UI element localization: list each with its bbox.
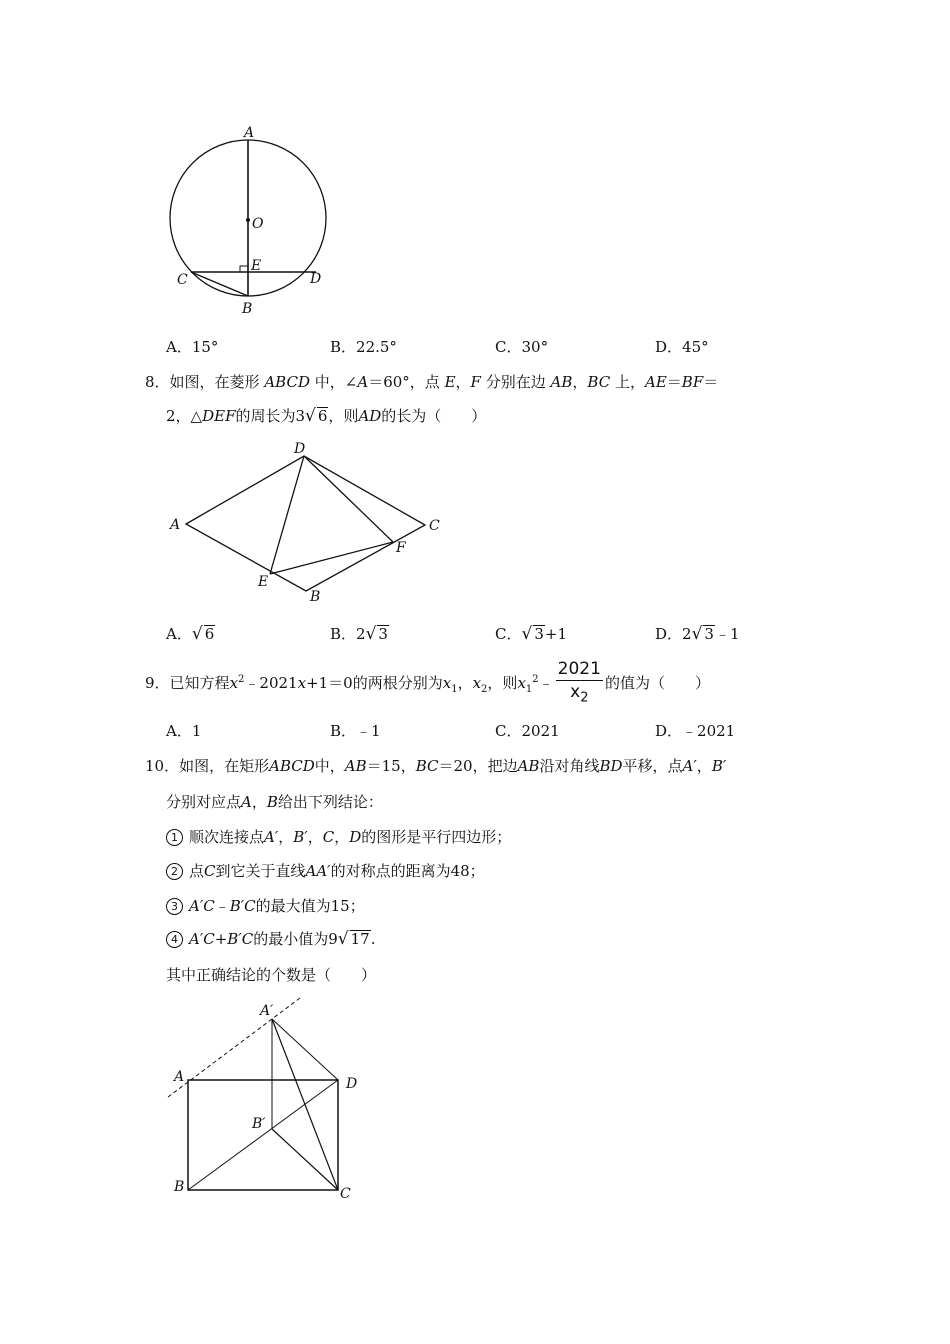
q7-label-e: E [251,258,262,274]
q8-label-e: E [258,574,269,590]
q10-stem-line1: 10．如图，在矩形ABCD中，AB＝15，BC＝20，把边AB沿对角线BD平移，点A′，B′ [145,757,727,775]
q9-option-a[interactable]: A．1 [166,722,202,740]
q9-option-b[interactable]: B．﹣1 [330,722,381,740]
q8-label-a: A [170,517,181,533]
q7-option-d[interactable]: D．45° [655,338,709,356]
q10-label-bp: B′ [252,1116,266,1132]
q7-label-o: O [252,216,264,232]
q10-label-ap: A′ [260,1003,274,1019]
q8-segment-de [270,456,304,574]
q7-center-dot [246,218,250,222]
q7-option-c[interactable]: C．30° [495,338,549,356]
q10-stem-line2: 分别对应点A，B给出下列结论： [166,793,383,811]
q10-label-a: A [174,1069,185,1085]
q7-circle-figure [160,120,340,320]
q8-option-c[interactable]: C．√ 3+1 [495,624,567,644]
q10-conclusion-3: 3 A′C﹣B′C的最大值为15； [166,895,365,916]
q7-right-angle-mark [240,266,248,272]
q8-label-c: C [429,518,440,534]
q10-conclusion-1: 1 顺次连接点A′，B′，C，D的图形是平行四边形； [166,826,511,847]
q7-segment-cb [191,272,248,296]
q10-question: 其中正确结论的个数是（ ） [166,966,377,984]
q7-option-a[interactable]: A．15° [166,338,219,356]
q10-rectangle-figure [160,995,380,1205]
q8-label-d: D [294,441,306,457]
q8-rhombus-figure [160,438,460,608]
q8-option-b[interactable]: B．2√ 3 [330,624,388,644]
q7-label-c: C [177,272,188,288]
q8-option-d[interactable]: D．2√ 3﹣1 [655,624,740,644]
q9-option-d[interactable]: D．﹣2021 [655,722,736,740]
q10-diagonal-bd [188,1080,338,1190]
q8-stem-line1: 8．如图，在菱形 ABCD 中，∠A＝60°，点 E，F 分别在边 AB，BC 上，AE＝BF＝ [145,373,719,391]
q8-label-b: B [310,589,321,605]
q10-conclusion-4: 4 A′C+B′C的最小值为9√ 17. [166,928,375,949]
q9-option-c[interactable]: C．2021 [495,722,560,740]
q10-segment-apd [272,1019,338,1080]
q7-label-d: D [310,271,322,287]
q8-segment-ef [270,542,393,574]
q10-conclusion-2: 2 点C到它关于直线AA′的对称点的距离为48； [166,860,485,881]
q10-segment-bpc [272,1129,338,1190]
q10-label-b: B [174,1179,185,1195]
q9-stem: 9．已知方程$x^2﹣2021x+1=0$的两根分别为$x_1$，$x_2$，则$x_1^2﹣$ $\frac{2021}{x_2}$ 的值为（ ） [145,656,710,714]
q10-segment-apc [272,1019,338,1190]
q7-option-b[interactable]: B．22.5° [330,338,397,356]
q10-label-d: D [346,1076,358,1092]
q7-label-b: B [242,301,253,317]
q8-option-a[interactable]: A．√ 6 [166,624,215,644]
q7-label-a: A [244,125,255,141]
q8-stem-line2: 2，△DEF的周长为3√ 6，则AD的长为（ ） [166,406,487,426]
q10-label-c: C [340,1186,351,1202]
q8-rhombus-abcd [186,456,425,591]
q9-fraction: $\frac{2021}{x_2}$ [557,659,601,706]
q8-label-f: F [396,540,406,556]
